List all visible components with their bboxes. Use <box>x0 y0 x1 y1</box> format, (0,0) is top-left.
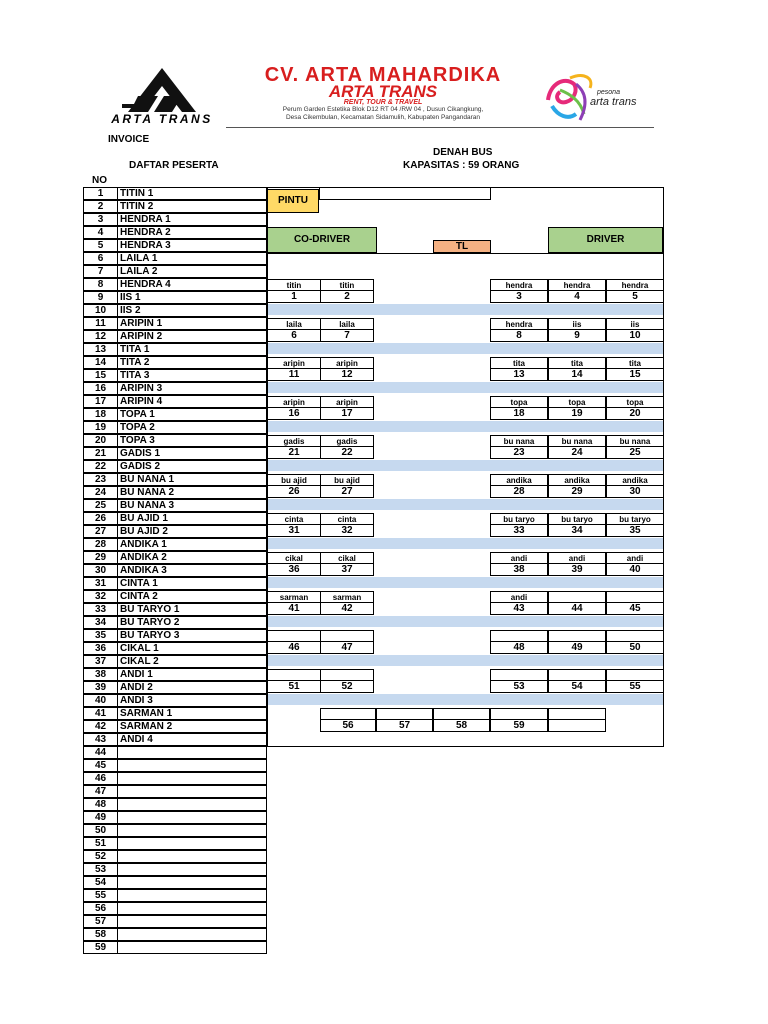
aisle-row-band <box>268 616 663 627</box>
participant-name: ANDIKA 1 <box>117 538 267 551</box>
participant-number: 58 <box>83 928 118 941</box>
seat-number: 45 <box>606 602 664 615</box>
participant-number: 21 <box>83 447 118 460</box>
participant-name: ARIPIN 4 <box>117 395 267 408</box>
participant-name: BU AJID 1 <box>117 512 267 525</box>
participant-name: TITA 3 <box>117 369 267 382</box>
brand-subtitle: RENT, TOUR & TRAVEL <box>343 99 423 106</box>
back-seat-empty <box>548 719 606 732</box>
back-seat-number: 56 <box>320 719 376 732</box>
participant-number: 50 <box>83 824 118 837</box>
seat-number: 17 <box>320 407 374 420</box>
participant-name: TOPA 2 <box>117 421 267 434</box>
participant-name: BU TARYO 1 <box>117 603 267 616</box>
seat-number: 14 <box>548 368 606 381</box>
participant-number: 40 <box>83 694 118 707</box>
seat-passenger-name: andika <box>606 474 664 486</box>
participant-number: 32 <box>83 590 118 603</box>
seat-number: 4 <box>548 290 606 303</box>
seat-passenger-name: laila <box>320 318 374 330</box>
back-seat-number: 57 <box>376 719 433 732</box>
participant-number: 25 <box>83 499 118 512</box>
participant-name <box>117 863 267 876</box>
participant-number: 22 <box>83 460 118 473</box>
participant-name <box>117 941 267 954</box>
participant-name <box>117 824 267 837</box>
participant-name: HENDRA 2 <box>117 226 267 239</box>
participant-number: 49 <box>83 811 118 824</box>
seat-passenger-name: topa <box>606 396 664 408</box>
seat-number: 6 <box>267 329 321 342</box>
participant-number: 2 <box>83 200 118 213</box>
aisle-row-band <box>268 382 663 393</box>
seat-passenger-name: bu ajid <box>267 474 321 486</box>
seat-passenger-name: cinta <box>320 513 374 525</box>
seat-number: 48 <box>490 641 548 654</box>
seat-number: 34 <box>548 524 606 537</box>
kapasitas-label: KAPASITAS : 59 ORANG <box>403 160 520 171</box>
front-empty-cell <box>319 187 491 200</box>
seat-passenger-name: bu taryo <box>548 513 606 525</box>
participant-name: ANDIKA 2 <box>117 551 267 564</box>
seat-number: 5 <box>606 290 664 303</box>
seat-passenger-name: gadis <box>320 435 374 447</box>
participant-name: TITIN 1 <box>117 187 267 200</box>
seat-number: 21 <box>267 446 321 459</box>
seat-number: 22 <box>320 446 374 459</box>
seat-number: 13 <box>490 368 548 381</box>
logo-right-big-text: arta trans <box>590 96 637 108</box>
participant-name: SARMAN 2 <box>117 720 267 733</box>
participant-name: CIKAL 2 <box>117 655 267 668</box>
seat-number: 31 <box>267 524 321 537</box>
seat-number: 42 <box>320 602 374 615</box>
participant-name: GADIS 2 <box>117 460 267 473</box>
seat-passenger-name: tita <box>548 357 606 369</box>
participant-name: HENDRA 3 <box>117 239 267 252</box>
company-name: CV. ARTA MAHARDIKA <box>264 64 502 86</box>
participant-name: CINTA 1 <box>117 577 267 590</box>
participant-name: BU TARYO 2 <box>117 616 267 629</box>
participant-number: 23 <box>83 473 118 486</box>
seat-number: 3 <box>490 290 548 303</box>
participant-name: ARIPIN 1 <box>117 317 267 330</box>
participant-number: 43 <box>83 733 118 746</box>
participant-name: SARMAN 1 <box>117 707 267 720</box>
participant-name: LAILA 1 <box>117 252 267 265</box>
seat-passenger-name: bu ajid <box>320 474 374 486</box>
seat-number: 26 <box>267 485 321 498</box>
participant-name: LAILA 2 <box>117 265 267 278</box>
seat-number: 25 <box>606 446 664 459</box>
seat-number: 23 <box>490 446 548 459</box>
participant-name: CIKAL 1 <box>117 642 267 655</box>
seat-passenger-name: iis <box>606 318 664 330</box>
seat-number: 53 <box>490 680 548 693</box>
seat-number: 40 <box>606 563 664 576</box>
participant-number: 14 <box>83 356 118 369</box>
seat-passenger-name: topa <box>548 396 606 408</box>
participant-name <box>117 876 267 889</box>
seat-number: 36 <box>267 563 321 576</box>
participant-number: 12 <box>83 330 118 343</box>
participant-name: CINTA 2 <box>117 590 267 603</box>
seat-passenger-name: andi <box>548 552 606 564</box>
participant-name <box>117 811 267 824</box>
seat-number: 2 <box>320 290 374 303</box>
participant-number: 15 <box>83 369 118 382</box>
seat-number: 27 <box>320 485 374 498</box>
participant-number: 38 <box>83 668 118 681</box>
header-divider <box>226 127 654 128</box>
participant-name <box>117 889 267 902</box>
participant-number: 11 <box>83 317 118 330</box>
seat-passenger-name: hendra <box>548 279 606 291</box>
participant-number: 10 <box>83 304 118 317</box>
participant-number: 36 <box>83 642 118 655</box>
no-column-header: NO <box>92 175 107 186</box>
participant-name: ANDI 2 <box>117 681 267 694</box>
participant-number: 51 <box>83 837 118 850</box>
participant-name: ARIPIN 3 <box>117 382 267 395</box>
participant-number: 5 <box>83 239 118 252</box>
seat-passenger-name: andi <box>606 552 664 564</box>
seat-passenger-name: iis <box>548 318 606 330</box>
seat-passenger-name: andika <box>548 474 606 486</box>
seat-passenger-name: topa <box>490 396 548 408</box>
seat-passenger-name: titin <box>320 279 374 291</box>
participant-number: 4 <box>83 226 118 239</box>
participant-name <box>117 850 267 863</box>
participant-name: TITIN 2 <box>117 200 267 213</box>
seat-passenger-name: bu nana <box>606 435 664 447</box>
seat-number: 32 <box>320 524 374 537</box>
participant-number: 19 <box>83 421 118 434</box>
seat-number: 8 <box>490 329 548 342</box>
seat-passenger-name: aripin <box>320 357 374 369</box>
seat-passenger-name: cinta <box>267 513 321 525</box>
participant-name: ANDIKA 3 <box>117 564 267 577</box>
participant-number: 28 <box>83 538 118 551</box>
participant-name <box>117 746 267 759</box>
seat-number: 46 <box>267 641 321 654</box>
seat-passenger-name: bu taryo <box>606 513 664 525</box>
participant-number: 57 <box>83 915 118 928</box>
seat-number: 29 <box>548 485 606 498</box>
seat-passenger-name: aripin <box>320 396 374 408</box>
participant-name <box>117 785 267 798</box>
participant-number: 3 <box>83 213 118 226</box>
participant-name: TITA 2 <box>117 356 267 369</box>
participant-number: 44 <box>83 746 118 759</box>
participant-name: BU NANA 2 <box>117 486 267 499</box>
seat-number: 50 <box>606 641 664 654</box>
seat-number: 51 <box>267 680 321 693</box>
participant-number: 55 <box>83 889 118 902</box>
participant-name <box>117 759 267 772</box>
participant-number: 7 <box>83 265 118 278</box>
back-seat-number: 58 <box>433 719 490 732</box>
participant-name: GADIS 1 <box>117 447 267 460</box>
participant-number: 46 <box>83 772 118 785</box>
seat-number: 43 <box>490 602 548 615</box>
seat-number: 1 <box>267 290 321 303</box>
back-seat-number: 59 <box>490 719 548 732</box>
seat-passenger-name: aripin <box>267 396 321 408</box>
participant-number: 52 <box>83 850 118 863</box>
address-line-2: Desa Cikembulan, Kecamatan Sidamulih, Kabupaten Pangandaran <box>285 114 481 121</box>
participant-number: 41 <box>83 707 118 720</box>
seat-passenger-name: bu nana <box>548 435 606 447</box>
logo-left-text: ARTA TRANS <box>111 112 213 126</box>
aisle-row-band <box>268 694 663 705</box>
participant-name: TITA 1 <box>117 343 267 356</box>
seat-passenger-name: titin <box>267 279 321 291</box>
participant-number: 35 <box>83 629 118 642</box>
daftar-peserta-label: DAFTAR PESERTA <box>129 160 219 171</box>
aisle-row-band <box>268 343 663 354</box>
denah-bus-label: DENAH BUS <box>433 147 493 158</box>
seat-passenger-name: laila <box>267 318 321 330</box>
aisle-row-band <box>268 577 663 588</box>
co-driver-seat: CO-DRIVER <box>267 227 377 253</box>
participant-number: 13 <box>83 343 118 356</box>
participant-number: 39 <box>83 681 118 694</box>
participant-number: 53 <box>83 863 118 876</box>
participant-name: BU NANA 3 <box>117 499 267 512</box>
participant-number: 31 <box>83 577 118 590</box>
seat-passenger-name: bu nana <box>490 435 548 447</box>
participant-number: 1 <box>83 187 118 200</box>
participant-name <box>117 902 267 915</box>
seat-number: 24 <box>548 446 606 459</box>
participant-number: 42 <box>83 720 118 733</box>
participant-name: ARIPIN 2 <box>117 330 267 343</box>
participant-number: 6 <box>83 252 118 265</box>
seat-number: 19 <box>548 407 606 420</box>
seat-number: 18 <box>490 407 548 420</box>
aisle-row-band <box>268 538 663 549</box>
seat-passenger-name: cikal <box>320 552 374 564</box>
aisle-row-band <box>268 655 663 666</box>
seat-number: 7 <box>320 329 374 342</box>
pintu-door-label: PINTU <box>267 189 319 213</box>
participant-name: BU TARYO 3 <box>117 629 267 642</box>
seat-number: 16 <box>267 407 321 420</box>
seat-number: 15 <box>606 368 664 381</box>
participant-number: 17 <box>83 395 118 408</box>
participant-number: 45 <box>83 759 118 772</box>
driver-seat: DRIVER <box>548 227 663 253</box>
seat-number: 33 <box>490 524 548 537</box>
participant-number: 37 <box>83 655 118 668</box>
aisle-row-band <box>268 421 663 432</box>
address-line-1: Perum Garden Estetika Blok D12 RT 04 /RW 04 , Dusun Cikangkung, <box>282 106 484 113</box>
seat-passenger-name: tita <box>606 357 664 369</box>
seat-passenger-name: hendra <box>606 279 664 291</box>
seat-number: 9 <box>548 329 606 342</box>
participant-name: IIS 1 <box>117 291 267 304</box>
seat-number: 52 <box>320 680 374 693</box>
seat-passenger-name: sarman <box>267 591 321 603</box>
participant-name <box>117 837 267 850</box>
seat-number: 12 <box>320 368 374 381</box>
participant-number: 27 <box>83 525 118 538</box>
participant-number: 54 <box>83 876 118 889</box>
participant-name: ANDI 1 <box>117 668 267 681</box>
aisle-row-band <box>268 499 663 510</box>
participant-name <box>117 772 267 785</box>
seat-passenger-name: hendra <box>490 318 548 330</box>
seat-number: 20 <box>606 407 664 420</box>
participant-number: 24 <box>83 486 118 499</box>
seat-passenger-name: cikal <box>267 552 321 564</box>
participant-name: ANDI 3 <box>117 694 267 707</box>
participant-name: BU AJID 2 <box>117 525 267 538</box>
participant-number: 56 <box>83 902 118 915</box>
participant-name: HENDRA 1 <box>117 213 267 226</box>
seat-passenger-name: tita <box>490 357 548 369</box>
participant-number: 48 <box>83 798 118 811</box>
participant-number: 26 <box>83 512 118 525</box>
participant-name: HENDRA 4 <box>117 278 267 291</box>
seat-number: 11 <box>267 368 321 381</box>
participant-name: TOPA 3 <box>117 434 267 447</box>
seat-passenger-name: andi <box>490 552 548 564</box>
participant-number: 29 <box>83 551 118 564</box>
seat-number: 47 <box>320 641 374 654</box>
seat-number: 37 <box>320 563 374 576</box>
participant-number: 8 <box>83 278 118 291</box>
participant-name: IIS 2 <box>117 304 267 317</box>
seat-number: 55 <box>606 680 664 693</box>
participant-name: ANDI 4 <box>117 733 267 746</box>
participant-name: TOPA 1 <box>117 408 267 421</box>
participant-number: 59 <box>83 941 118 954</box>
seat-passenger-name: hendra <box>490 279 548 291</box>
cabin-divider <box>267 253 664 254</box>
participant-number: 18 <box>83 408 118 421</box>
seat-passenger-name: sarman <box>320 591 374 603</box>
seat-passenger-name: andika <box>490 474 548 486</box>
seat-number: 35 <box>606 524 664 537</box>
participant-number: 16 <box>83 382 118 395</box>
seat-number: 28 <box>490 485 548 498</box>
participant-number: 34 <box>83 616 118 629</box>
participant-number: 47 <box>83 785 118 798</box>
participant-number: 20 <box>83 434 118 447</box>
seat-number: 41 <box>267 602 321 615</box>
participant-number: 9 <box>83 291 118 304</box>
seat-number: 38 <box>490 563 548 576</box>
brand-name: ARTA TRANS <box>328 82 438 101</box>
participant-number: 33 <box>83 603 118 616</box>
participant-name <box>117 798 267 811</box>
participant-name: BU NANA 1 <box>117 473 267 486</box>
seat-passenger-name: gadis <box>267 435 321 447</box>
invoice-label: INVOICE <box>108 134 150 145</box>
seat-number: 44 <box>548 602 606 615</box>
seat-number: 39 <box>548 563 606 576</box>
participant-number: 30 <box>83 564 118 577</box>
seat-passenger-name: aripin <box>267 357 321 369</box>
seat-passenger-name: andi <box>490 591 548 603</box>
tl-seat: TL <box>433 240 491 253</box>
participant-name <box>117 928 267 941</box>
aisle-row-band <box>268 304 663 315</box>
participant-name <box>117 915 267 928</box>
aisle-row-band <box>268 460 663 471</box>
logo-right-small-text: pesona <box>597 89 620 96</box>
seat-number: 49 <box>548 641 606 654</box>
seat-number: 54 <box>548 680 606 693</box>
seat-number: 10 <box>606 329 664 342</box>
seat-passenger-name: bu taryo <box>490 513 548 525</box>
seat-number: 30 <box>606 485 664 498</box>
